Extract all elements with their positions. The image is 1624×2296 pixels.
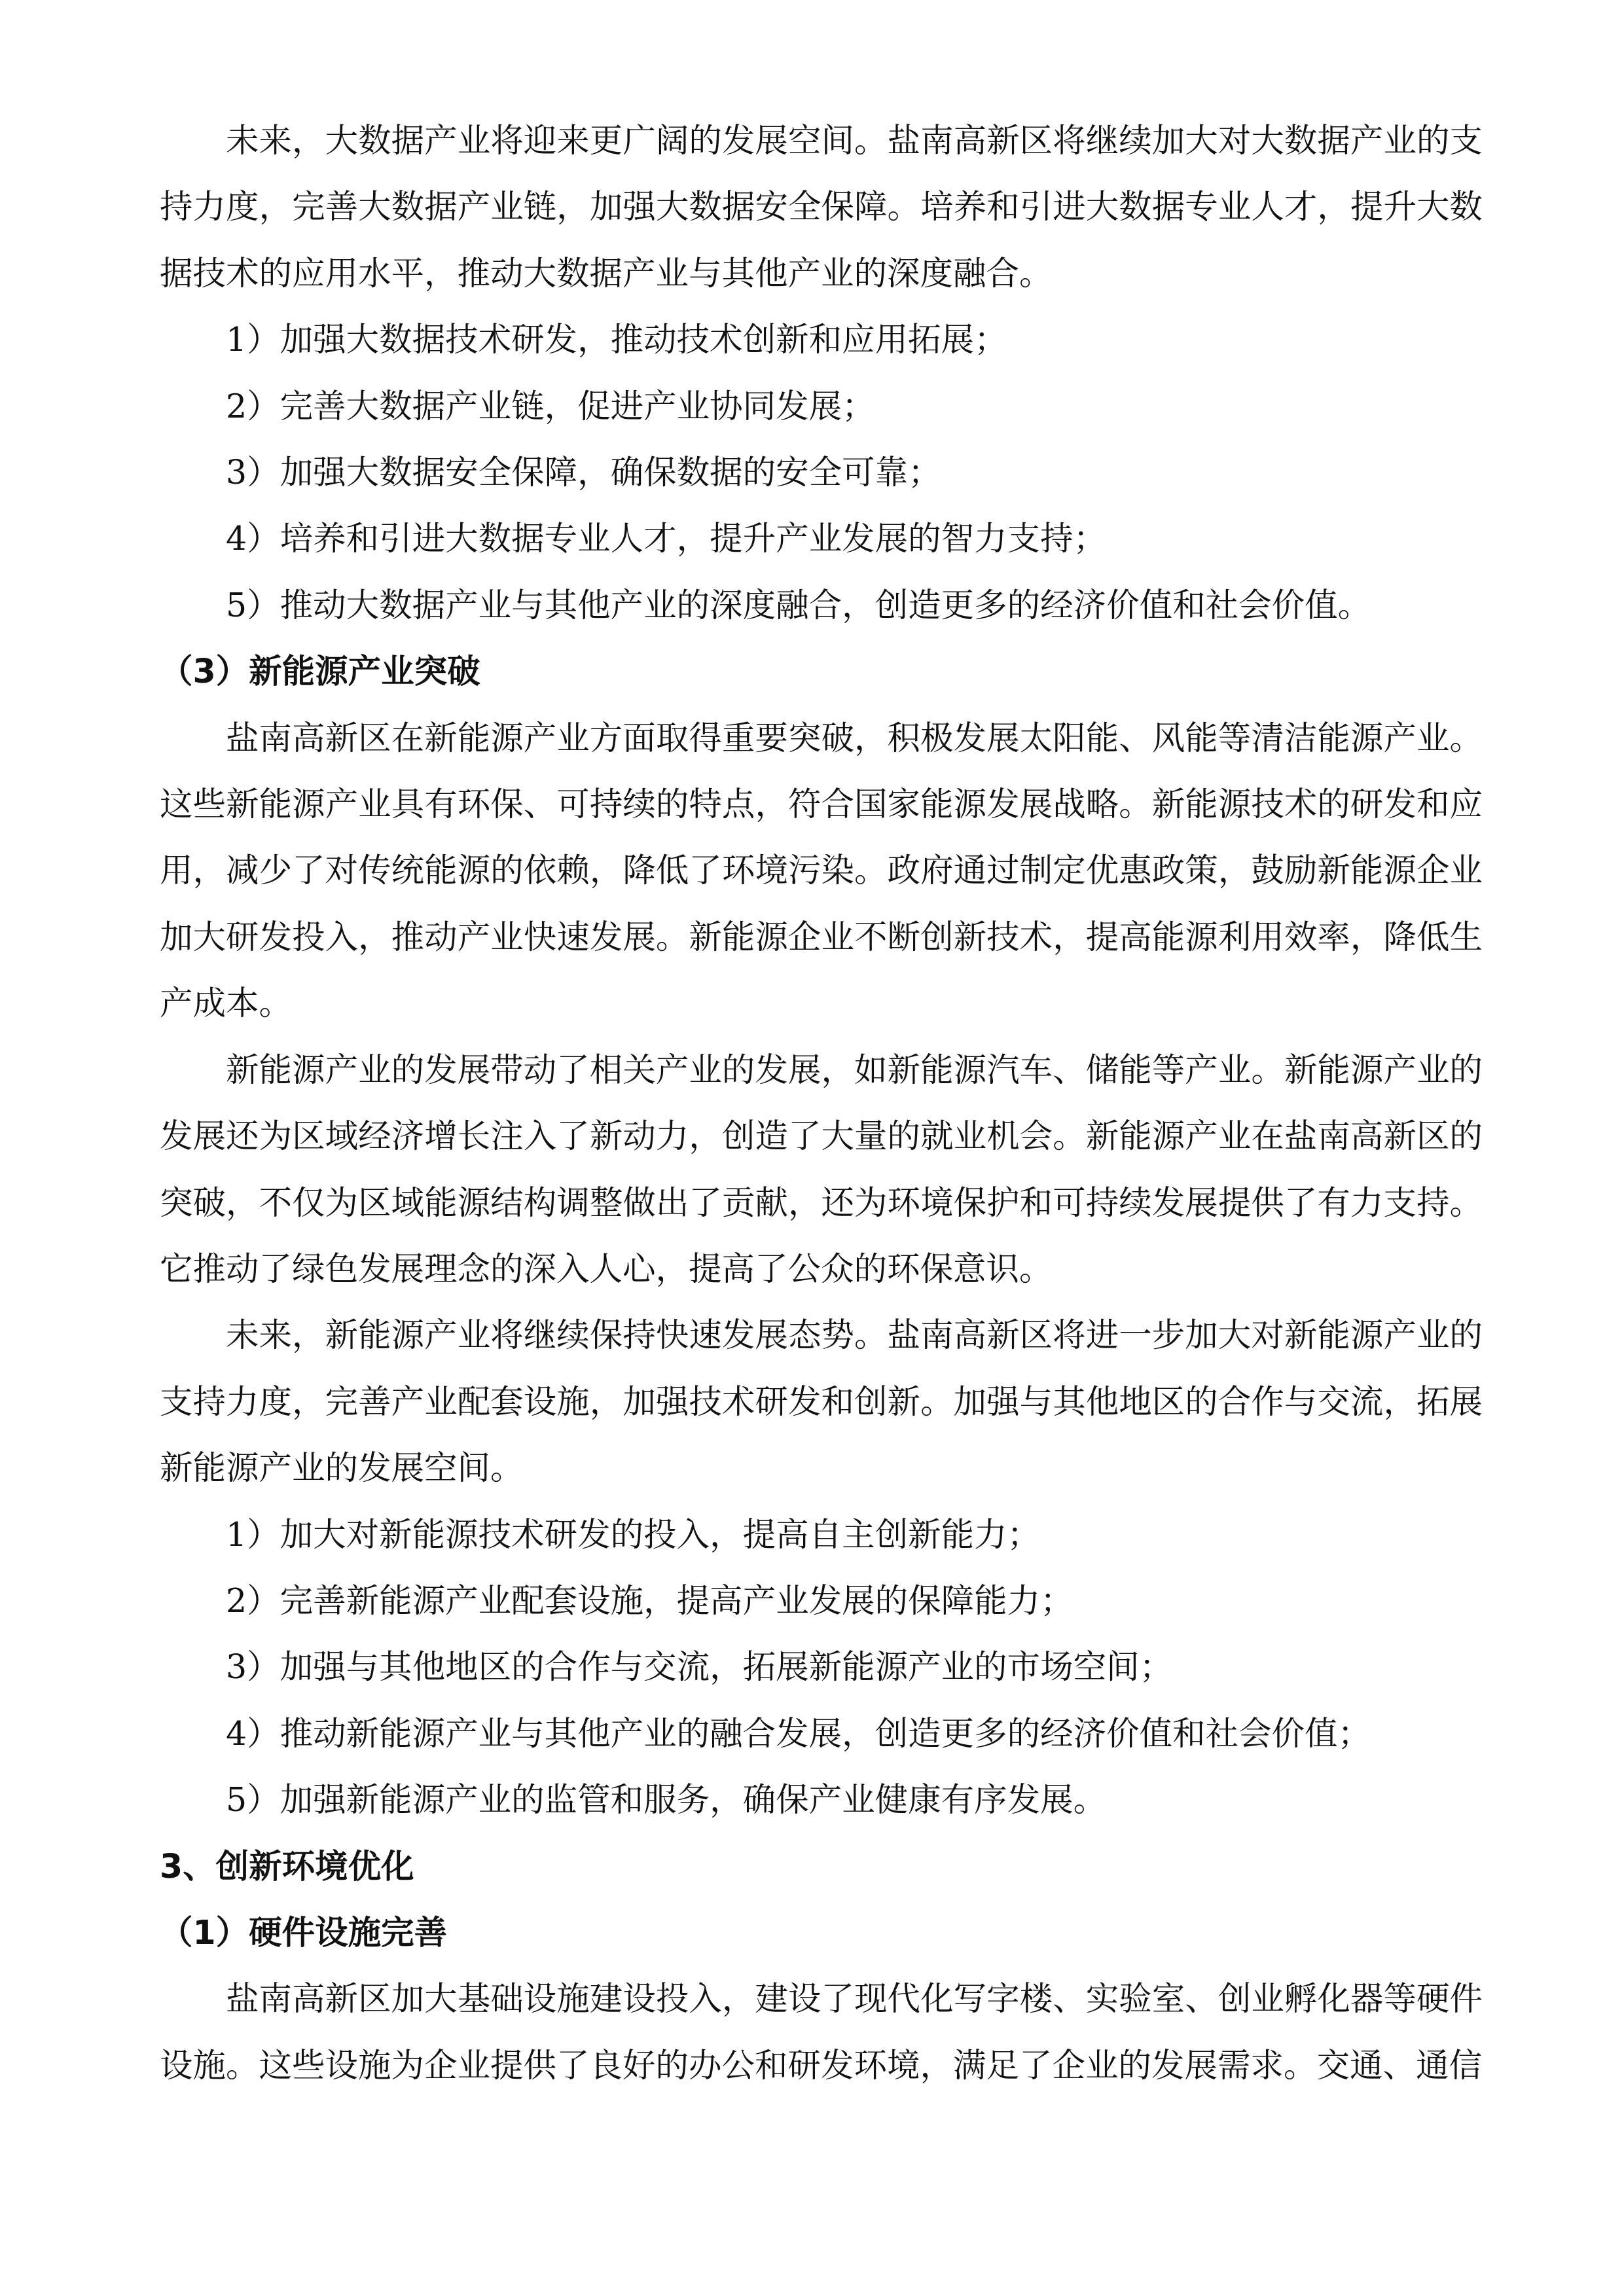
list-item: 3）加强与其他地区的合作与交流，拓展新能源产业的市场空间； (226, 1647, 1173, 1687)
document-page (160, 107, 1483, 2098)
section-heading-energy: （3）新能源产业突破 (160, 652, 480, 691)
paragraph: 盐南高新区在新能源产业方面取得重要突破，积极发展太阳能、风能等清洁能源产业。这些新能源产业具有环保、可持续的特点，符合国家能源发展战略。新能源技术的研发和应用，减少了对传统能源的依赖，降低了环境污染。政府通过制定优惠政策，鼓励新能源企业加大研发投入，推动产业快速发展。新能源企业不断创新技术，提高能源利用效率，降低生产成本。 (160, 718, 1483, 1023)
list-item: 2）完善大数据产业链，促进产业协同发展； (226, 386, 875, 425)
paragraph-bigdata-outlook: 未来，大数据产业将迎来更广阔的发展空间。盐南高新区将继续加大对大数据产业的支持力度，完善大数据产业链，加强大数据安全保障。培养和引进大数据专业人才，提升大数据技术的应用水平，推动大数据产业与其他产业的深度融合。 (160, 121, 1483, 293)
paragraph-hardware: 盐南高新区加大基础设施建设投入，建设了现代化写字楼、实验室、创业孵化器等硬件设施。这些设施为企业提供了良好的办公和研发环境，满足了企业的发展需求。交通、通信 (160, 1979, 1483, 2085)
paragraph: 未来，新能源产业将继续保持快速发展态势。盐南高新区将进一步加大对新能源产业的支持力度，完善产业配套设施，加强技术研发和创新。加强与其他地区的合作与交流，拓展新能源产业的发展空间。 (160, 1316, 1483, 1488)
paragraph: 新能源产业的发展带动了相关产业的发展，如新能源汽车、储能等产业。新能源产业的发展还为区域经济增长注入了新动力，创造了大量的就业机会。新能源产业在盐南高新区的突破，不仅为区域能源结构调整做出了贡献，还为环境保护和可持续发展提供了有力支持。它推动了绿色发展理念的深入人心，提高了公众的环保意识。 (160, 1050, 1483, 1288)
list-item: 2）完善新能源产业配套设施，提高产业发展的保障能力； (226, 1581, 1074, 1620)
list-item: 5）加强新能源产业的监管和服务，确保产业健康有序发展。 (226, 1780, 1107, 1820)
list-item: 4）推动新能源产业与其他产业的融合发展，创造更多的经济价值和社会价值； (226, 1713, 1371, 1753)
subsection-heading-hardware: （1）硬件设施完善 (160, 1912, 448, 1952)
list-item: 3）加强大数据安全保障，确保数据的安全可靠； (226, 453, 941, 492)
list-item: 5）推动大数据产业与其他产业的深度融合，创造更多的经济价值和社会价值。 (226, 585, 1371, 624)
list-item: 1）加大对新能源技术研发的投入，提高自主创新能力； (226, 1515, 1041, 1554)
section-heading-innovation: 3、创新环境优化 (160, 1846, 414, 1886)
list-item: 4）培养和引进大数据专业人才，提升产业发展的智力支持； (226, 519, 1107, 558)
list-item: 1）加强大数据技术研发，推动技术创新和应用拓展； (226, 320, 1007, 359)
